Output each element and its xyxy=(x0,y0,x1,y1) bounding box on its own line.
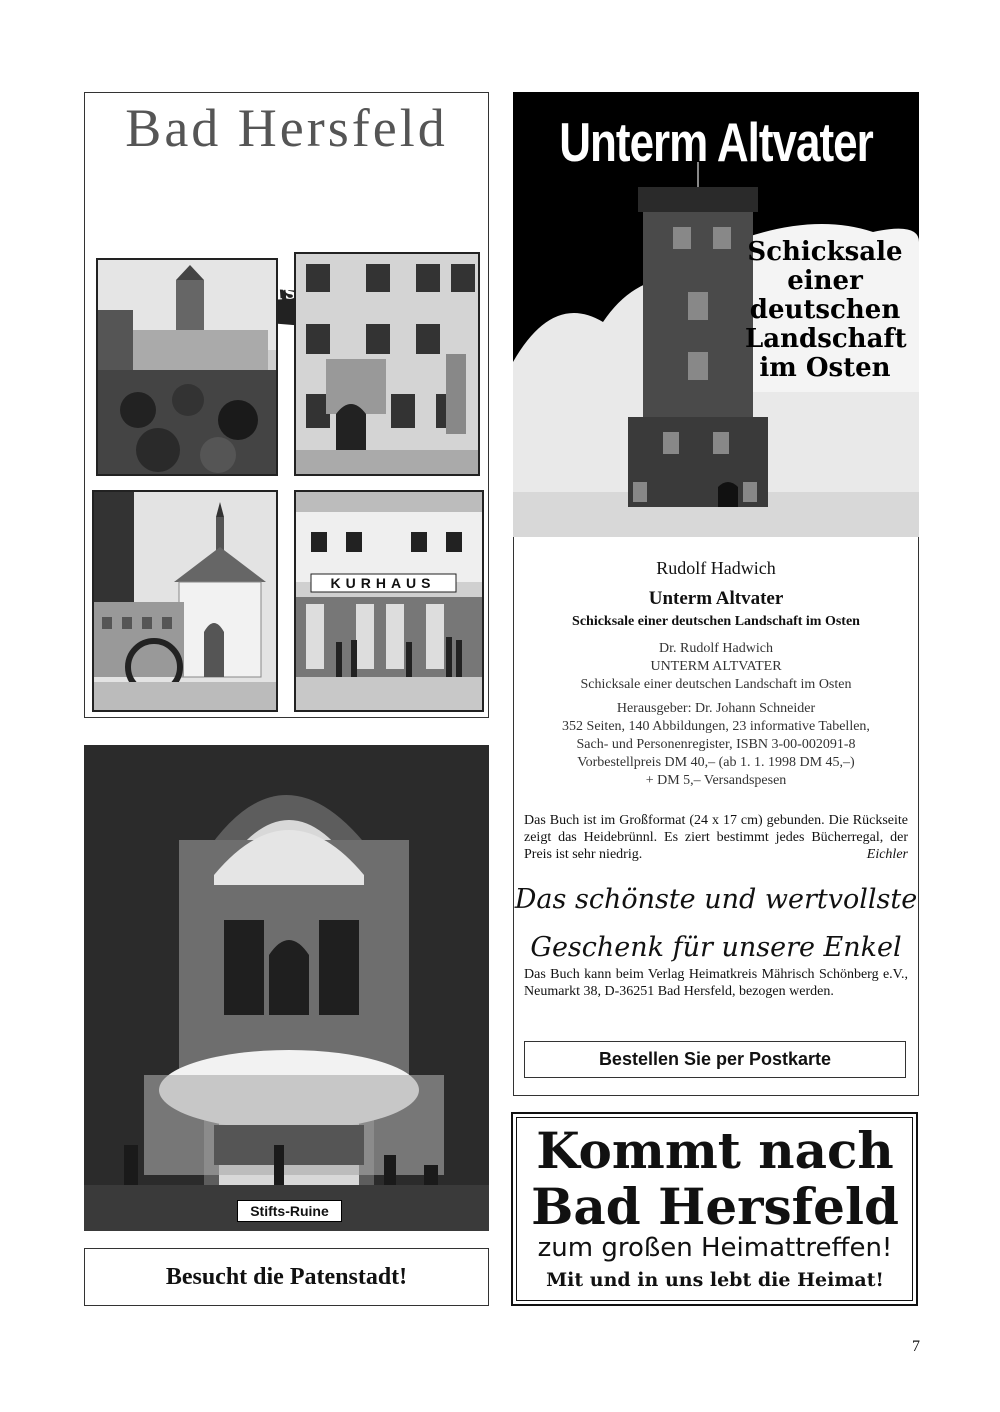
info-line: 352 Seiten, 140 Abbildungen, 23 informative Tabellen, xyxy=(562,719,870,734)
book-info xyxy=(513,640,919,790)
heimattreffen-headline-2: Bad Hersfeld xyxy=(531,1177,899,1236)
info-line: Herausgeber: Dr. Johann Schneider xyxy=(616,701,816,716)
town-hall-photo xyxy=(294,252,480,476)
stifts-ruine-label: Stifts-Ruine xyxy=(237,1200,342,1222)
info-line: Dr. Rudolf Hadwich xyxy=(659,641,773,656)
gift-slogan-line: Geschenk für unsere Enkel xyxy=(530,932,902,963)
order-info-text: Das Buch kann beim Verlag Heimatkreis Mährisch Schönberg e.V., Neumarkt 38, D-36251 Bad Hersfeld, bezogen werden. xyxy=(524,967,908,999)
info-line: Sach- und Personenregister, ISBN 3-00-002091-8 xyxy=(576,737,856,752)
page-number: 7 xyxy=(912,1338,920,1355)
order-by-postcard-box: Bestellen Sie per Postkarte xyxy=(524,1041,906,1078)
bad-hersfeld-title: Bad Hersfeld xyxy=(125,98,448,158)
heimattreffen-headline-1: Kommt nach xyxy=(536,1121,894,1180)
market-square-photo xyxy=(96,258,278,476)
heimattreffen-motto: Mit und in uns lebt die Heimat! xyxy=(546,1269,884,1291)
cover-subtitle-line: einer xyxy=(787,266,863,296)
cover-subtitle-line: Schicksale xyxy=(747,237,903,267)
visit-patenstadt-box: Besucht die Patenstadt! xyxy=(84,1248,489,1306)
gift-slogan xyxy=(513,876,919,972)
book-cover-subtitle xyxy=(745,238,905,383)
kurhaus-sign: KURHAUS xyxy=(330,575,436,591)
stifts-ruine-photo xyxy=(84,745,489,1231)
cover-subtitle-line: deutschen xyxy=(749,295,901,325)
info-line: Vorbestellpreis DM 40,– (ab 1. 1. 1998 DM 45,–) xyxy=(577,755,855,770)
book-title: Unterm Altvater xyxy=(648,588,784,609)
book-author: Rudolf Hadwich xyxy=(656,558,776,578)
info-line: Schicksale einer deutschen Landschaft im Osten xyxy=(580,677,852,692)
heimattreffen-subline: zum großen Heimattreffen! xyxy=(537,1233,893,1263)
description-text: Das Buch ist im Großformat (24 x 17 cm) gebunden. Die Rückseite zeigt das Heidebrünnl. Es ziert bestimmt jedes Bücherregal, der Preis ist sehr niedrig. xyxy=(524,813,908,862)
info-line: + DM 5,– Versandspesen xyxy=(645,773,787,788)
book-cover-title: Unterm Altvater xyxy=(559,112,873,174)
cover-subtitle-line: Landschaft xyxy=(745,324,907,354)
info-line: UNTERM ALTVATER xyxy=(650,659,782,674)
church-photo xyxy=(92,490,278,712)
book-description xyxy=(524,812,908,863)
gift-slogan-line: Das schönste und wertvollste xyxy=(514,884,918,915)
kurhaus-photo xyxy=(294,490,484,712)
description-signature: Eichler xyxy=(866,847,908,862)
book-subtitle: Schicksale einer deutschen Landschaft im Osten xyxy=(572,614,860,629)
cover-subtitle-line: im Osten xyxy=(759,353,891,383)
